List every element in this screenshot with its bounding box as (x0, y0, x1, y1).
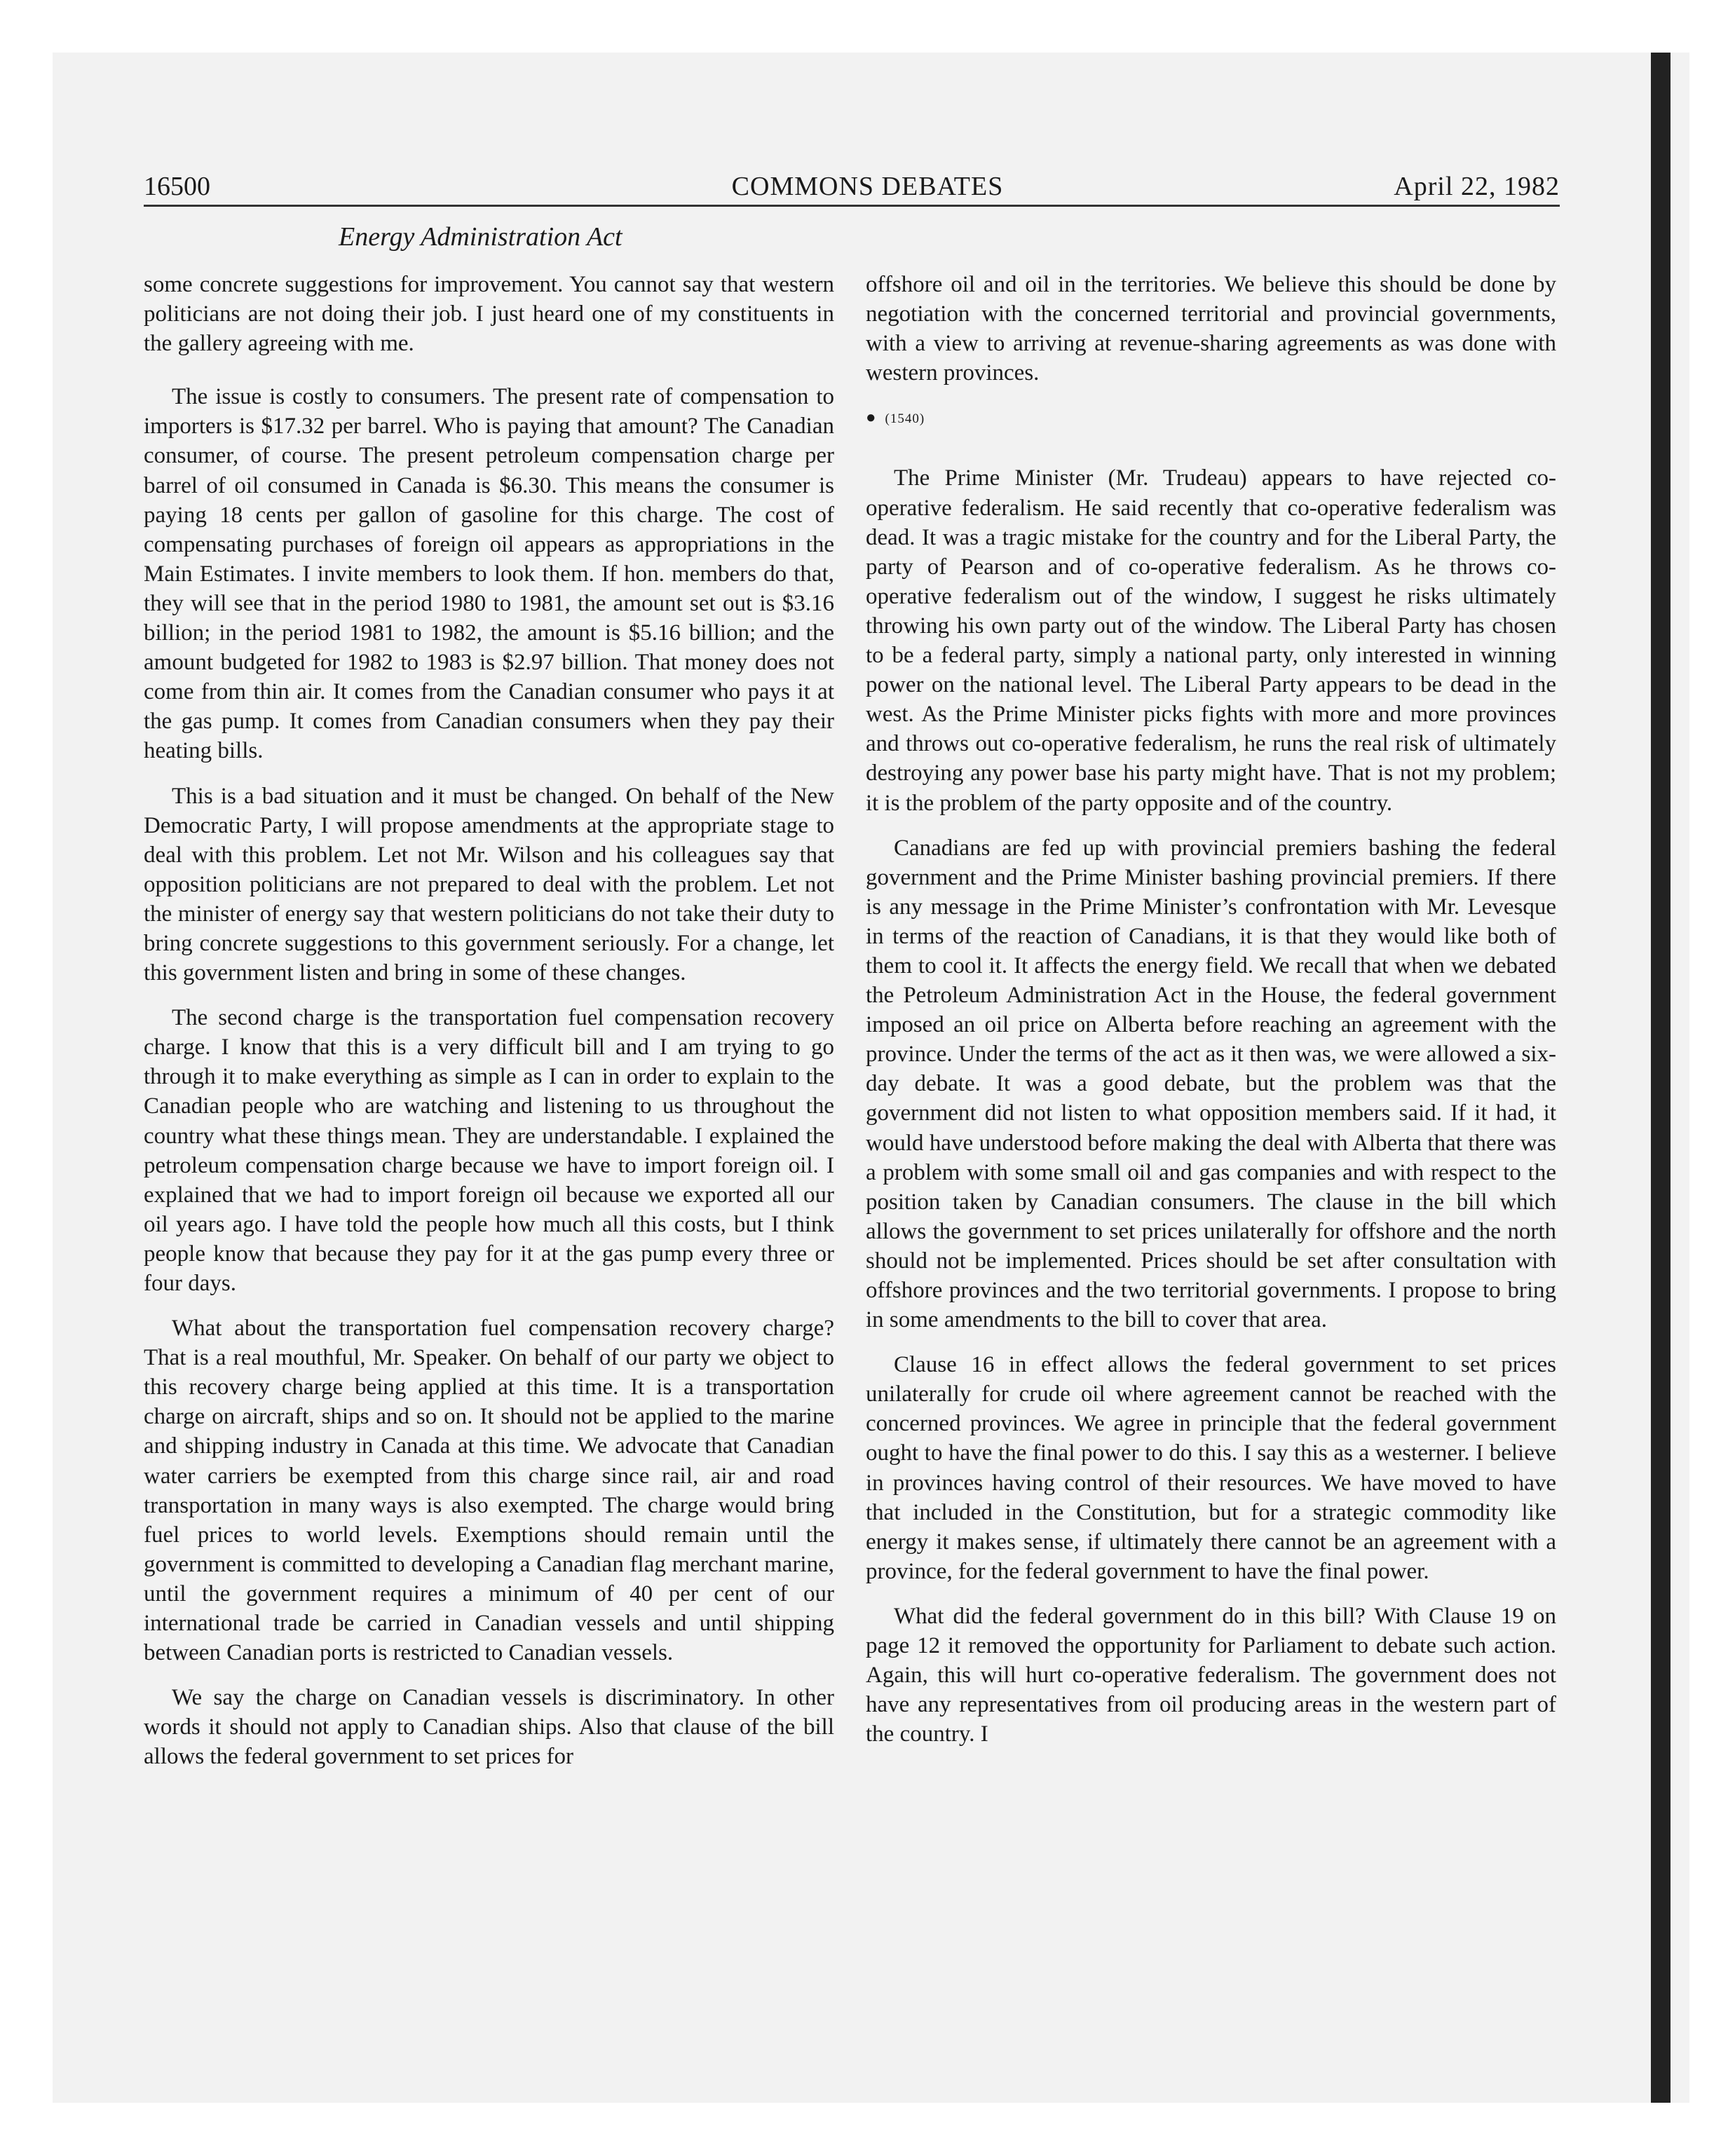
paragraph: The second charge is the transportation fuel compensation recovery charge. I know that this is a very difficult bill and I am trying to go through it to make everything as simple as I can in order to explain to the Canadian people who are watching and listening to us throughout the country what these things mean. They are understandable. I explained the petroleum compensation charge because we have to import foreign oil. I explained that we had to import foreign oil because we exported all our oil years ago. I have told the people how much all this costs, but I think people know that because they pay for it at the gas pump every three or four days. (144, 1005, 834, 1296)
paragraph: What about the transportation fuel compensation recovery charge? That is a real mouthful, Mr. Speaker. On behalf of our party we object to this recovery charge being applied at this time. It is a transportation charge on aircraft, ships and so on. It should not be applied to the marine and shipping industry in Canada at this time. We advocate that Canadian water carriers be exempted from this charge since rail, air and road transportation in many ways is also exempted. The charge would bring fuel prices to world levels. Exemptions should remain until the government is committed to developing a Canadian flag merchant marine, until the government requires a minimum of 40 per cent of our international trade be carried in Canadian vessels and until shipping between Canadian ports is restricted to Canadian vessels. (144, 1316, 834, 1666)
page-number: 16500 (144, 172, 210, 201)
scan-edge-bar (1651, 53, 1671, 2103)
paragraph: We say the charge on Canadian vessels is discriminatory. In other words it should not apply to Canadian ships. Also that clause of the bill allows the federal government to set prices for (144, 1685, 834, 1770)
paragraph: offshore oil and oil in the territories. We believe this should be done by negotiation with the concerned territorial and provincial governments, with a view to arriving at revenue-sharing agreements as was done with western provinces. (866, 272, 1556, 386)
bullet-icon: ● (866, 409, 877, 428)
publication-title: COMMONS DEBATES (731, 172, 1004, 201)
paragraph: What did the federal government do in this bill? With Clause 19 on page 12 it removed the opportunity for Parliament to debate such action. Again, this will hurt co-operative federalism. The government does not have any representatives from oil producing areas in the western part of the country. I (866, 1603, 1556, 1747)
paragraph: Canadians are fed up with provincial premiers bashing the federal government and the Prime Minister bashing provincial premiers. If there is any message in the Prime Minister’s confrontation with Mr. Levesque in terms of the reaction of Canadians, it is that they would like both of them to cool it. It affects the energy field. We recall that when we debated the Petroleum Administration Act in the House, the federal government imposed an oil price on Alberta before reaching an agreement with the province. Under the terms of the act as it then was, we were allowed a six-day debate. It was a good debate, but the problem was that the government did not listen to what opposition members said. If it had, it would have understood before making the deal with Alberta that there was a problem with some small oil and gas companies and with respect to the position taken by Canadian consumers. The clause in the bill which allows the government to set prices unilaterally for offshore and the north should not be implemented. Prices should be set after consultation with offshore provinces and the two territorial governments. I propose to bring in some amendments to the bill to cover that area. (866, 835, 1556, 1333)
section-title: Energy Administration Act (339, 222, 622, 252)
header-rule (144, 205, 1560, 207)
paragraph: The issue is costly to consumers. The present rate of compensation to importers is $17.32 per barrel. Who is paying that amount? The Canadian consumer, of course. The present petroleum compensation charge per barrel of oil consumed in Canada is $6.30. This means the consumer is paying 18 cents per gallon of gasoline for this charge. The cost of compensating purchases of foreign oil appears as appropriations in the Main Estimates. I invite members to look them. If hon. members do that, they will see that in the period 1980 to 1981, the amount set out is $3.16 billion; in the period 1981 to 1982, the amount is $5.16 billion; and the amount budgeted for 1982 to 1983 is $2.97 billion. That money does not come from thin air. It comes from the Canadian consumer who pays it at the gas pump. It comes from Canadian consumers when they pay their heating bills. (144, 384, 834, 764)
page-date: April 22, 1982 (1394, 172, 1560, 201)
left-column (144, 270, 834, 1787)
paragraph: This is a bad situation and it must be changed. On behalf of the New Democratic Party, I will propose amendments at the appropriate stage to deal with this problem. Let not Mr. Wilson and his colleagues say that opposition politicians are not prepared to deal with the problem. Let not the minister of energy say that western politicians do not take their duty to bring concrete suggestions to this government seriously. For a change, let this government listen and bring in some of these changes. (144, 783, 834, 986)
time-marker-label: (1540) (885, 411, 925, 427)
paragraph: Clause 16 in effect allows the federal government to set prices unilaterally for crude oil where agreement cannot be reached with the concerned provinces. We agree in principle that the federal government ought to have the final power to do this. I say this as a westerner. I believe in provinces having control of their resources. We have moved to have that included in the Constitution, but for a strategic commodity like energy it makes sense, if ultimately there cannot be an agreement with a province, for the federal government to have the final power. (866, 1352, 1556, 1584)
paragraph: some concrete suggestions for improvement. You cannot say that western politicians are not doing their job. I just heard one of my constituents in the gallery agreeing with me. (144, 272, 834, 357)
right-column (866, 270, 1556, 1764)
time-marker (866, 403, 1556, 434)
paragraph: The Prime Minister (Mr. Trudeau) appears to have rejected co-operative federalism. He said recently that co-operative federalism was dead. It was a tragic mistake for the country and for the Liberal Party, the party of Pearson and of co-operative federalism. As he throws co-operative federalism out of the window, I suggest he risks ultimately throwing his own party out of the window. The Liberal Party has chosen to be a federal party, simply a national party, only interested in winning power on the national level. The Liberal Party appears to be dead in the west. As the Prime Minister picks fights with more and more provinces and throws out co-operative federalism, he runs the real risk of ultimately destroying any power base his party might have. That is not my problem; it is the problem of the party opposite and of the country. (866, 465, 1556, 816)
